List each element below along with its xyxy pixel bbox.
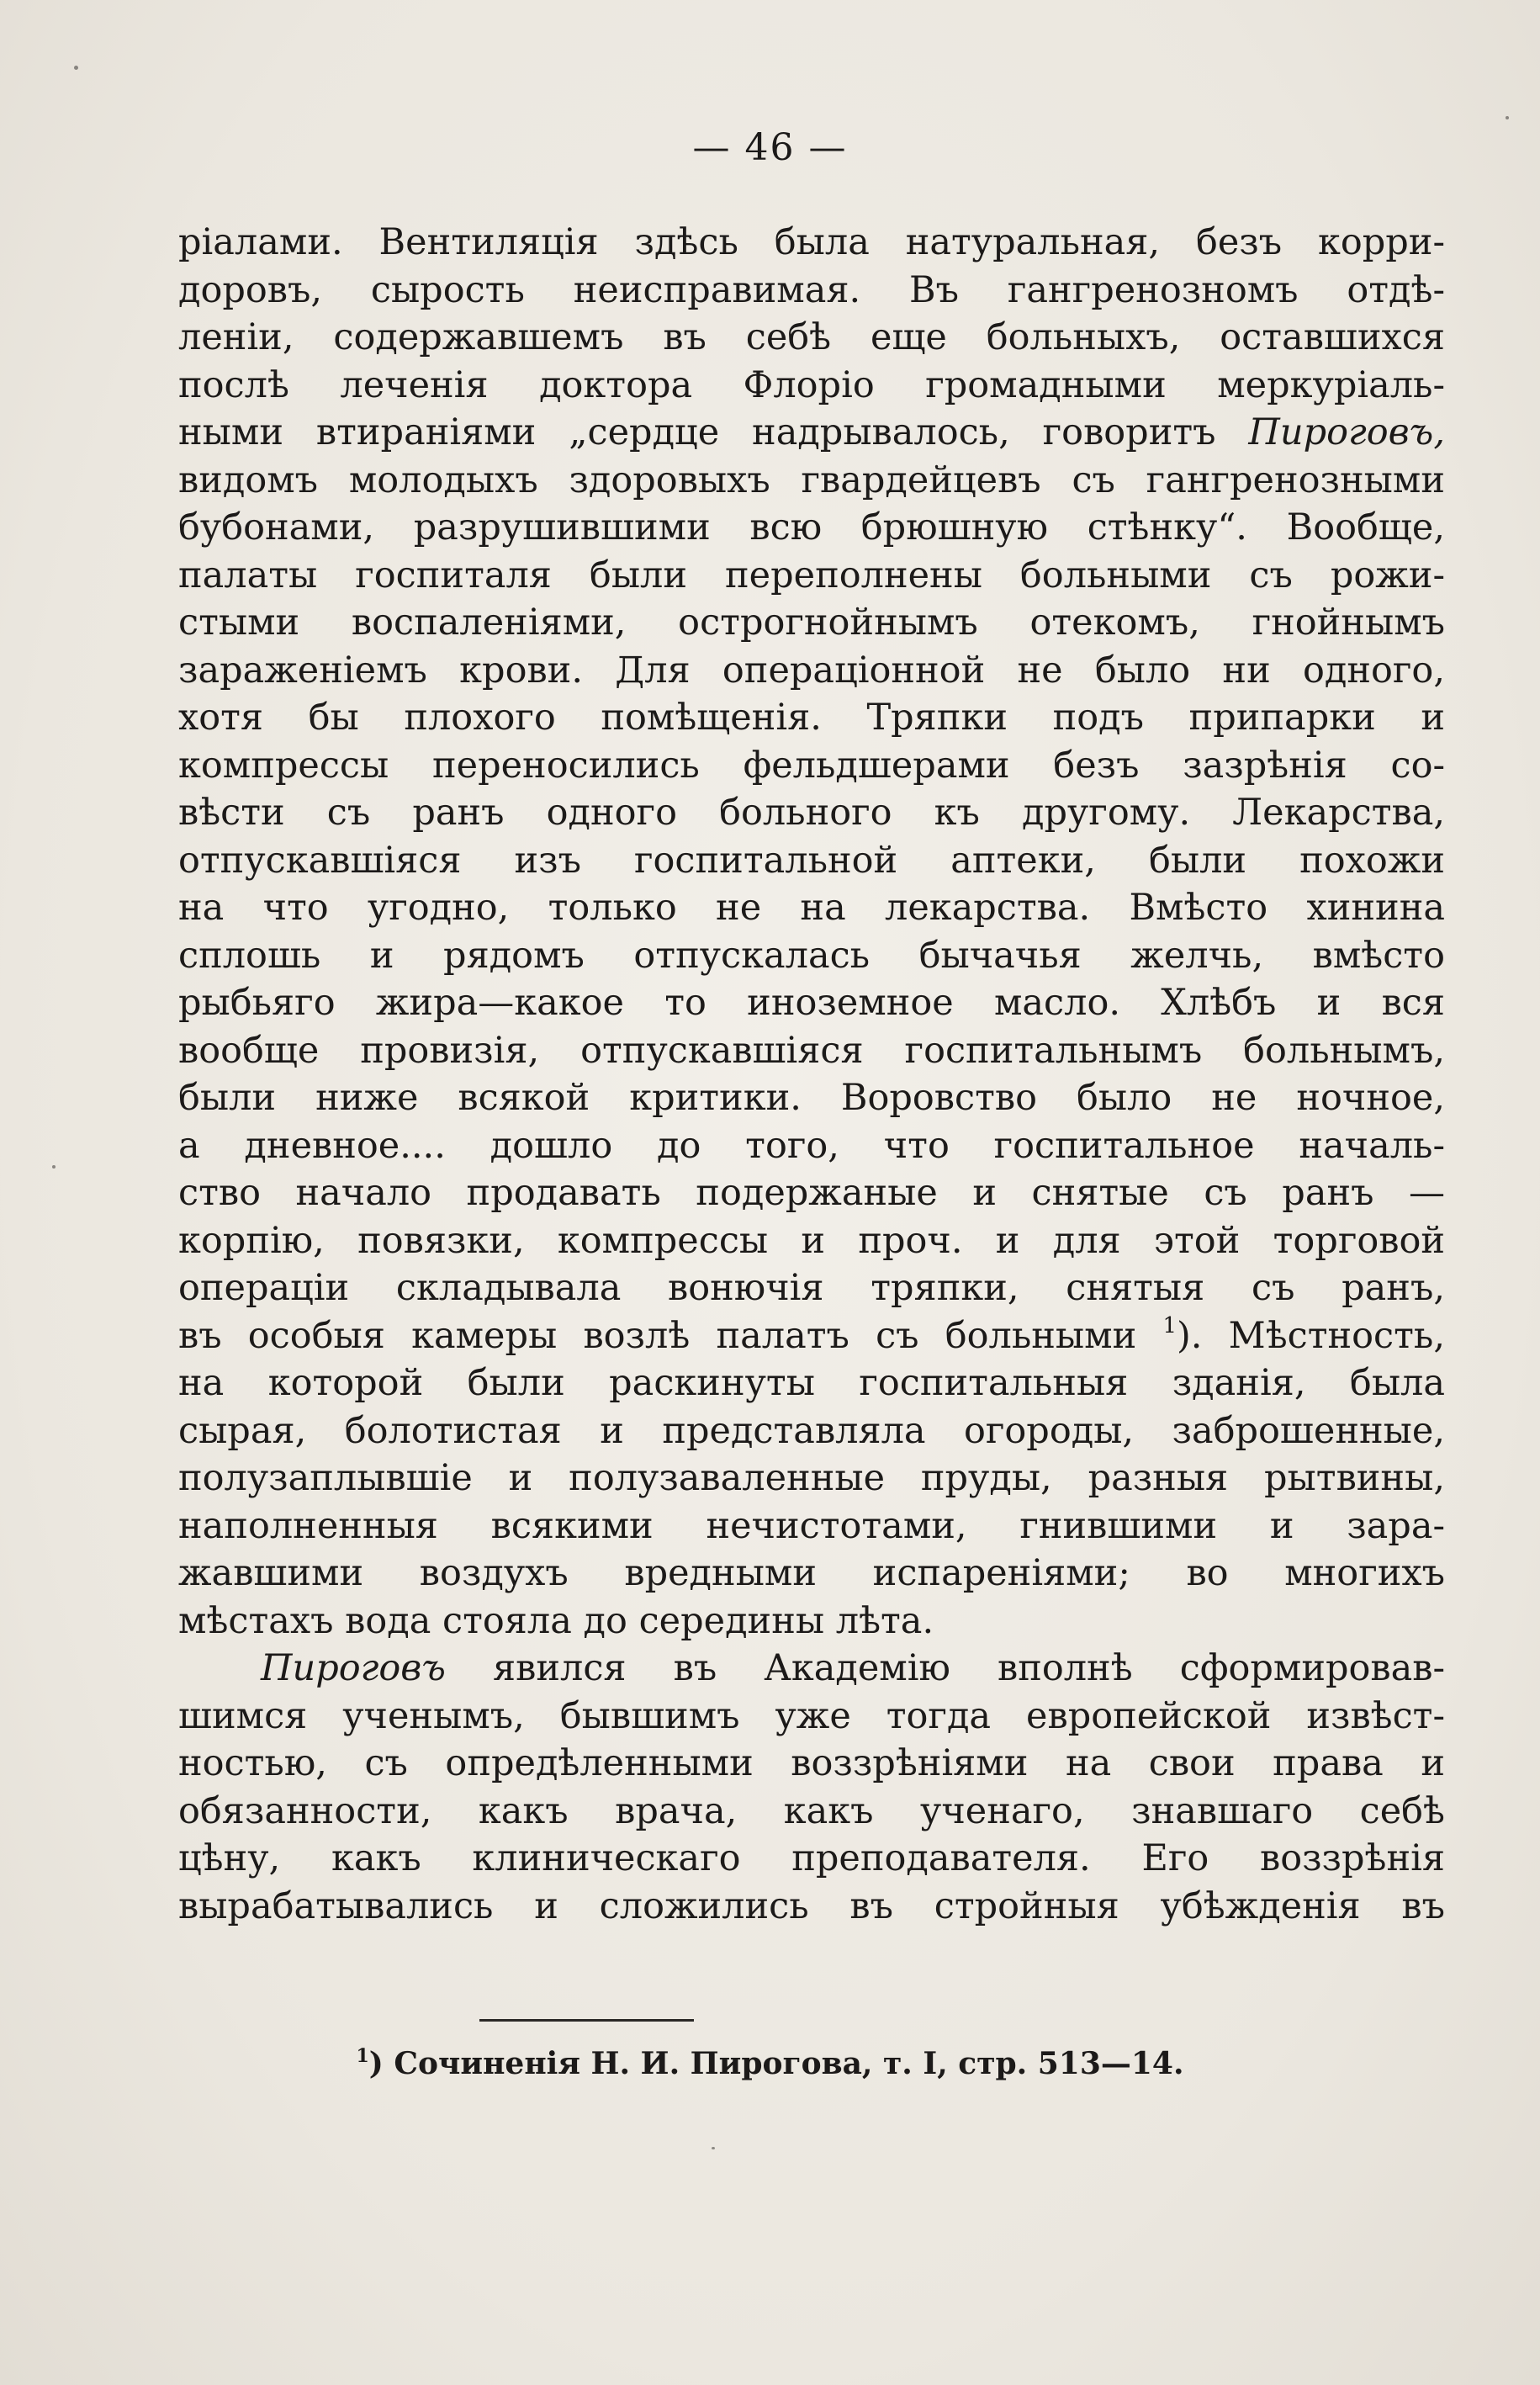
text-line: послѣ леченія доктора Флоріо громадными меркуріаль- bbox=[178, 363, 1445, 406]
text-line: корпію, повязки, компрессы и проч. и для этой торговой bbox=[178, 1219, 1445, 1262]
footnote-text: ) Сочиненія Н. И. Пирогова, т. I, стр. 513—14. bbox=[368, 2046, 1184, 2081]
text-line: видомъ молодыхъ здоровыхъ гвардейцевъ съ гангренозными bbox=[178, 458, 1445, 501]
text-line: мѣстахъ вода стояла до середины лѣта. bbox=[178, 1599, 934, 1642]
text-line: цѣну, какъ клиническаго преподавателя. Его воззрѣнія bbox=[178, 1837, 1445, 1879]
text-line: зараженіемъ крови. Для операціонной не было ни одного, bbox=[178, 649, 1445, 692]
paper-speck bbox=[712, 2147, 715, 2149]
text-line: вырабатывались и сложились въ стройныя убѣжденія въ bbox=[178, 1884, 1445, 1927]
text-line: сырая, болотистая и представляла огороды, заброшенные, bbox=[178, 1409, 1445, 1452]
author-name: Пироговъ bbox=[261, 1647, 446, 1689]
text-line: вообще провизія, отпускавшіяся госпитальнымъ больнымъ, bbox=[178, 1029, 1445, 1072]
text-line bbox=[178, 1645, 1445, 1693]
text-line bbox=[178, 1312, 1445, 1360]
text-line: компрессы переносились фельдшерами безъ зазрѣнія со- bbox=[178, 744, 1445, 787]
text-segment: ). Мѣстность, bbox=[1177, 1314, 1445, 1357]
text-line: ство начало продавать подержаные и снятые съ ранъ — bbox=[178, 1172, 1445, 1214]
text-line: рыбьяго жира—какое то иноземное масло. Хлѣбъ и вся bbox=[178, 982, 1445, 1024]
text-segment: ными втираніями „сердце надрывалось, говоритъ bbox=[178, 411, 1216, 453]
text-segment: явился въ Академію вполнѣ сформировав- bbox=[493, 1647, 1445, 1689]
text-line: отпускавшіяся изъ госпитальной аптеки, были похожи bbox=[178, 839, 1445, 882]
footnote bbox=[0, 2046, 1540, 2081]
text-line: операціи складывала вонючія тряпки, снятыя съ ранъ, bbox=[178, 1267, 1445, 1309]
text-line: на которой были раскинуты госпитальныя зданія, была bbox=[178, 1362, 1445, 1404]
text-line bbox=[178, 409, 1445, 457]
text-line: а дневное.... дошло до того, что госпитальное началь- bbox=[178, 1124, 1445, 1167]
text-line: леніи, содержавшемъ въ себѣ еще больныхъ, оставшихся bbox=[178, 316, 1445, 358]
paper-speck bbox=[74, 66, 78, 70]
text-line: на что угодно, только не на лекарства. Вмѣсто хинина bbox=[178, 887, 1445, 929]
text-line: обязанности, какъ врача, какъ ученаго, знавшаго себѣ bbox=[178, 1789, 1445, 1832]
text-line: полузаплывшіе и полузаваленные пруды, разныя рытвины, bbox=[178, 1457, 1445, 1499]
text-line: стыми воспаленіями, острогнойнымъ отекомъ, гнойнымъ bbox=[178, 602, 1445, 644]
text-line: доровъ, сырость неисправимая. Въ гангренозномъ отдѣ- bbox=[178, 268, 1445, 311]
text-line: палаты госпиталя были переполнены больными съ рожи- bbox=[178, 554, 1445, 596]
text-line: бубонами, разрушившими всю брюшную стѣнку“. Вообще, bbox=[178, 506, 1445, 549]
text-line: жавшими воздухъ вредными испареніями; во многихъ bbox=[178, 1552, 1445, 1594]
footnote-reference[interactable]: 1 bbox=[1162, 1312, 1177, 1338]
text-line: вѣсти съ ранъ одного больного къ другому. Лекарства, bbox=[178, 792, 1445, 834]
footnote-divider bbox=[479, 2019, 694, 2022]
main-text bbox=[178, 219, 1445, 1930]
paper-speck bbox=[52, 1165, 56, 1169]
text-line: сплошь и рядомъ отпускалась бычачья желчь, вмѣсто bbox=[178, 934, 1445, 977]
text-line: хотя бы плохого помѣщенія. Тряпки подъ припарки и bbox=[178, 697, 1445, 739]
text-line: шимся ученымъ, бывшимъ уже тогда европейской извѣст- bbox=[178, 1694, 1445, 1737]
text-segment: въ особыя камеры возлѣ палатъ съ больными bbox=[178, 1314, 1137, 1357]
footnote-marker: 1 bbox=[356, 2045, 369, 2067]
text-line: наполненныя всякими нечистотами, гнившими и зара- bbox=[178, 1504, 1445, 1547]
text-line: были ниже всякой критики. Воровство было не ночное, bbox=[178, 1077, 1445, 1119]
paper-speck bbox=[1506, 116, 1509, 119]
text-line: ностью, съ опредѣленными воззрѣніями на свои права и bbox=[178, 1742, 1445, 1784]
page-number: — 46 — bbox=[692, 126, 848, 169]
text-line: ріалами. Вентиляція здѣсь была натуральная, безъ корри- bbox=[178, 221, 1445, 263]
author-name: Пироговъ, bbox=[1248, 411, 1445, 453]
